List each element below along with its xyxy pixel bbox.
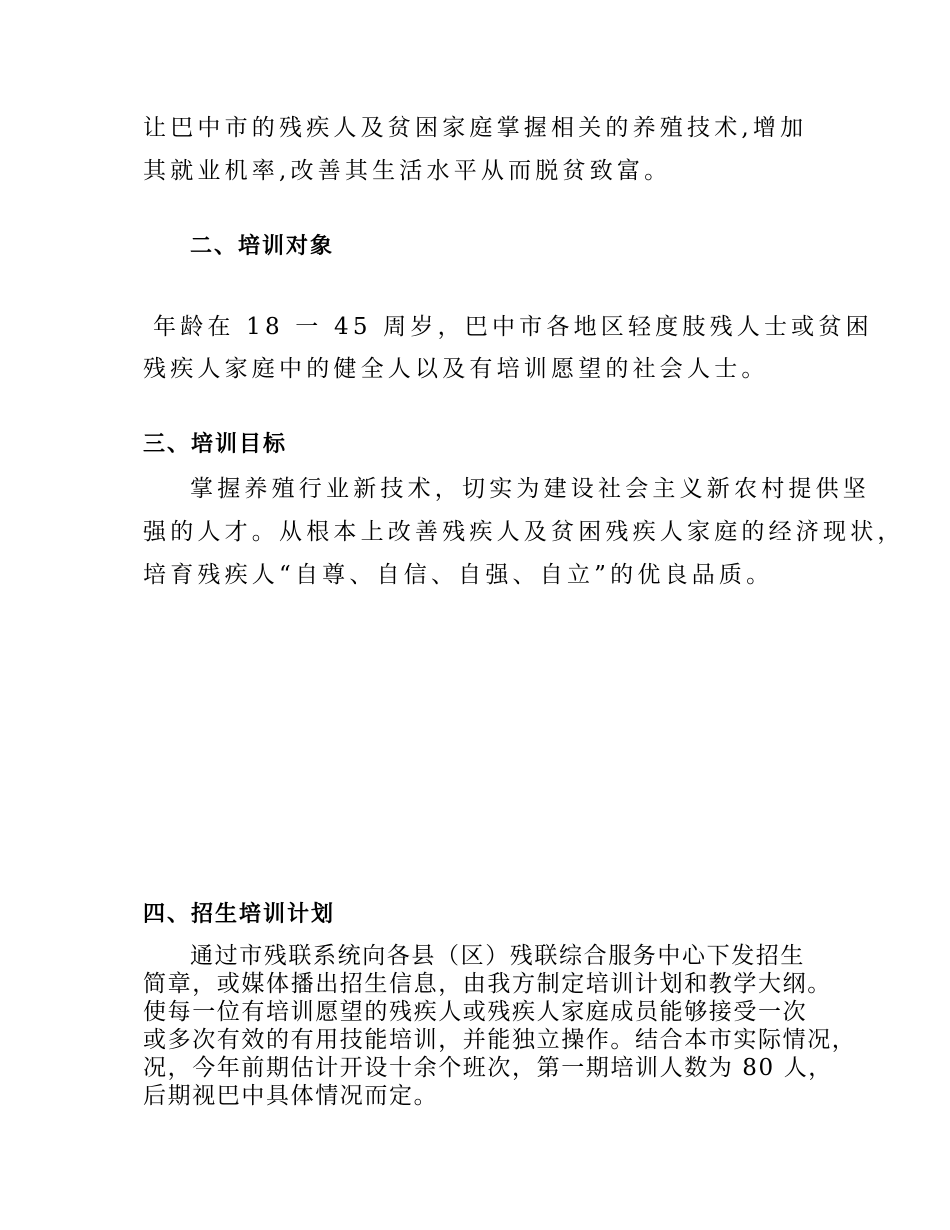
paragraph-line: 让巴中市的残疾人及贫困家庭掌握相关的养殖技术,增加 — [143, 115, 808, 141]
paragraph-line: 使每一位有培训愿望的残疾人或残疾人家庭成员能够接受一次 — [143, 999, 808, 1025]
paragraph-line: 其就业机率,改善其生活水平从而脱贫致富。 — [143, 158, 672, 184]
paragraph-line: 培育残疾人“自尊、自信、自强、自立”的优良品质。 — [143, 562, 774, 588]
paragraph-line: 年龄在 18 一 45 周岁，巴中市各地区轻度肢残人士或贫困 — [153, 314, 873, 340]
section-heading-enrollment-plan: 四、招生培训计划 — [143, 902, 336, 927]
section-heading-training-targets: 二、培训对象 — [190, 234, 335, 259]
section-heading-training-goals: 三、培训目标 — [143, 432, 288, 457]
paragraph-line: 后期视巴中具体情况而定。 — [143, 1083, 439, 1109]
paragraph-line: 或多次有效的有用技能培训，并能独立操作。结合本市实际情况， — [143, 1027, 857, 1053]
paragraph-line: 简章，或媒体播出招生信息，由我方制定培训计划和教学大纲。 — [143, 971, 832, 997]
paragraph-line: 通过市残联系统向各县（区）残联综合服务中心下发招生 — [190, 943, 805, 969]
paragraph-line: 强的人才。从根本上改善残疾人及贫困残疾人家庭的经济现状， — [143, 519, 905, 545]
paragraph-line: 况，今年前期估计开设十余个班次，第一期培训人数为 80 人， — [143, 1055, 833, 1081]
paragraph-line: 残疾人家庭中的健全人以及有培训愿望的社会人士。 — [143, 356, 769, 382]
paragraph-line: 掌握养殖行业新技术，切实为建设社会主义新农村提供坚 — [190, 476, 870, 502]
